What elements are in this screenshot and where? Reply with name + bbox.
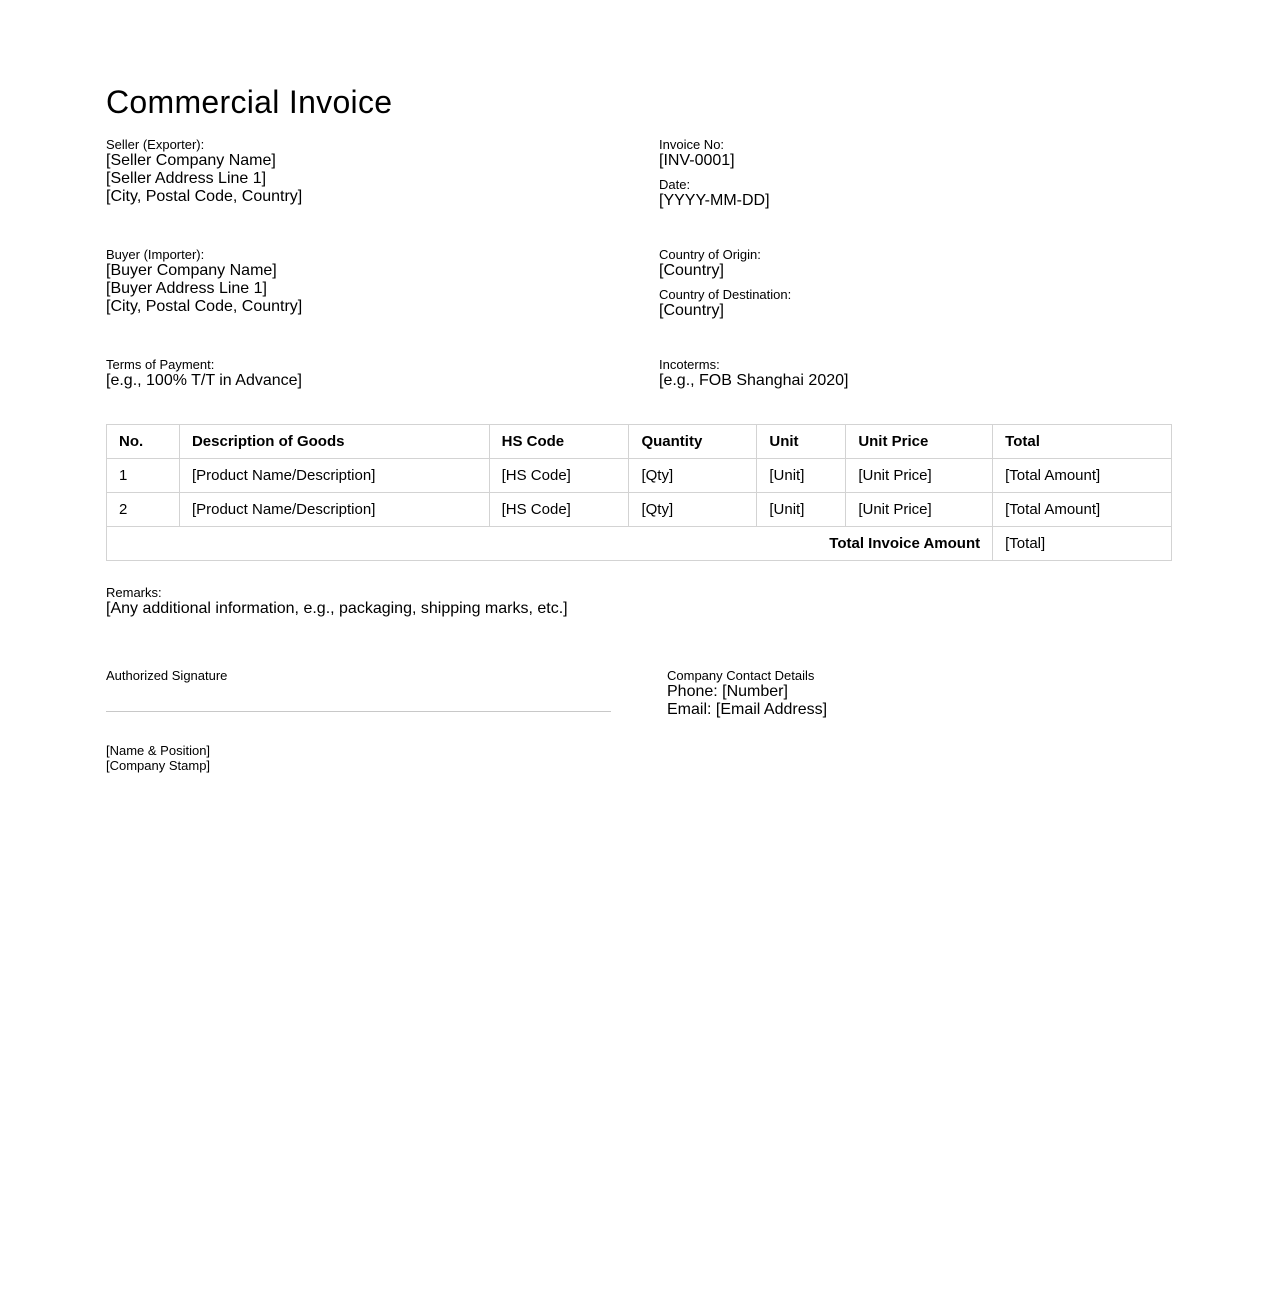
cell-description: [Product Name/Description] xyxy=(179,459,489,493)
buyer-name: [Buyer Company Name] xyxy=(106,262,277,279)
cell-no: 1 xyxy=(107,459,180,493)
payment-label: Terms of Payment: xyxy=(106,357,215,372)
cell-no: 2 xyxy=(107,493,180,527)
buyer-address: [Buyer Address Line 1] xyxy=(106,280,267,297)
contact-email: Email: [Email Address] xyxy=(667,701,828,718)
col-hs-code: HS Code xyxy=(489,425,629,459)
origin-label: Country of Origin: xyxy=(659,247,761,262)
total-invoice-value: [Total] xyxy=(993,527,1172,561)
col-unit: Unit xyxy=(757,425,846,459)
buyer-block xyxy=(106,247,302,316)
destination-value: [Country] xyxy=(659,302,724,319)
contact-block xyxy=(667,668,827,719)
total-invoice-label: Total Invoice Amount xyxy=(107,527,993,561)
signer-name: [Name & Position] xyxy=(106,743,211,758)
country-block xyxy=(659,247,791,320)
cell-unit-price: [Unit Price] xyxy=(846,493,993,527)
seller-name: [Seller Company Name] xyxy=(106,152,276,169)
incoterms-label: Incoterms: xyxy=(659,357,720,372)
origin-value: [Country] xyxy=(659,262,724,279)
buyer-label: Buyer (Importer): xyxy=(106,247,205,262)
cell-hs-code: [HS Code] xyxy=(489,493,629,527)
contact-label: Company Contact Details xyxy=(667,668,815,683)
buyer-city: [City, Postal Code, Country] xyxy=(106,298,303,315)
cell-total: [Total Amount] xyxy=(993,493,1172,527)
date-value: [YYYY-MM-DD] xyxy=(659,192,770,209)
remarks-label: Remarks: xyxy=(106,585,162,600)
seller-address: [Seller Address Line 1] xyxy=(106,170,267,187)
seller-city: [City, Postal Code, Country] xyxy=(106,188,303,205)
remarks-value: [Any additional information, e.g., packaging, shipping marks, etc.] xyxy=(106,600,568,617)
cell-hs-code: [HS Code] xyxy=(489,459,629,493)
col-quantity: Quantity xyxy=(629,425,757,459)
cell-unit: [Unit] xyxy=(757,459,846,493)
seller-label: Seller (Exporter): xyxy=(106,137,205,152)
remarks-block xyxy=(106,585,568,618)
total-row xyxy=(107,527,1172,561)
goods-table xyxy=(106,424,1172,561)
cell-quantity: [Qty] xyxy=(629,493,757,527)
seller-block xyxy=(106,137,302,206)
table-row xyxy=(107,493,1172,527)
col-no: No. xyxy=(107,425,180,459)
signature-line xyxy=(106,711,611,712)
signature-details xyxy=(106,743,210,773)
payment-block xyxy=(106,357,302,390)
cell-total: [Total Amount] xyxy=(993,459,1172,493)
contact-phone: Phone: [Number] xyxy=(667,683,788,700)
incoterms-block xyxy=(659,357,848,390)
company-stamp: [Company Stamp] xyxy=(106,758,211,773)
payment-value: [e.g., 100% T/T in Advance] xyxy=(106,372,302,389)
col-total: Total xyxy=(993,425,1172,459)
cell-unit: [Unit] xyxy=(757,493,846,527)
col-description: Description of Goods xyxy=(179,425,489,459)
invoice-no-value: [INV-0001] xyxy=(659,152,735,169)
cell-description: [Product Name/Description] xyxy=(179,493,489,527)
date-label: Date: xyxy=(659,177,691,192)
cell-quantity: [Qty] xyxy=(629,459,757,493)
table-header-row xyxy=(107,425,1172,459)
table-row xyxy=(107,459,1172,493)
invoice-meta-block xyxy=(659,137,770,210)
incoterms-value: [e.g., FOB Shanghai 2020] xyxy=(659,372,849,389)
destination-label: Country of Destination: xyxy=(659,287,792,302)
signature-label: Authorized Signature xyxy=(106,668,228,683)
col-unit-price: Unit Price xyxy=(846,425,993,459)
page-title: Commercial Invoice xyxy=(106,84,393,120)
cell-unit-price: [Unit Price] xyxy=(846,459,993,493)
invoice-no-label: Invoice No: xyxy=(659,137,725,152)
